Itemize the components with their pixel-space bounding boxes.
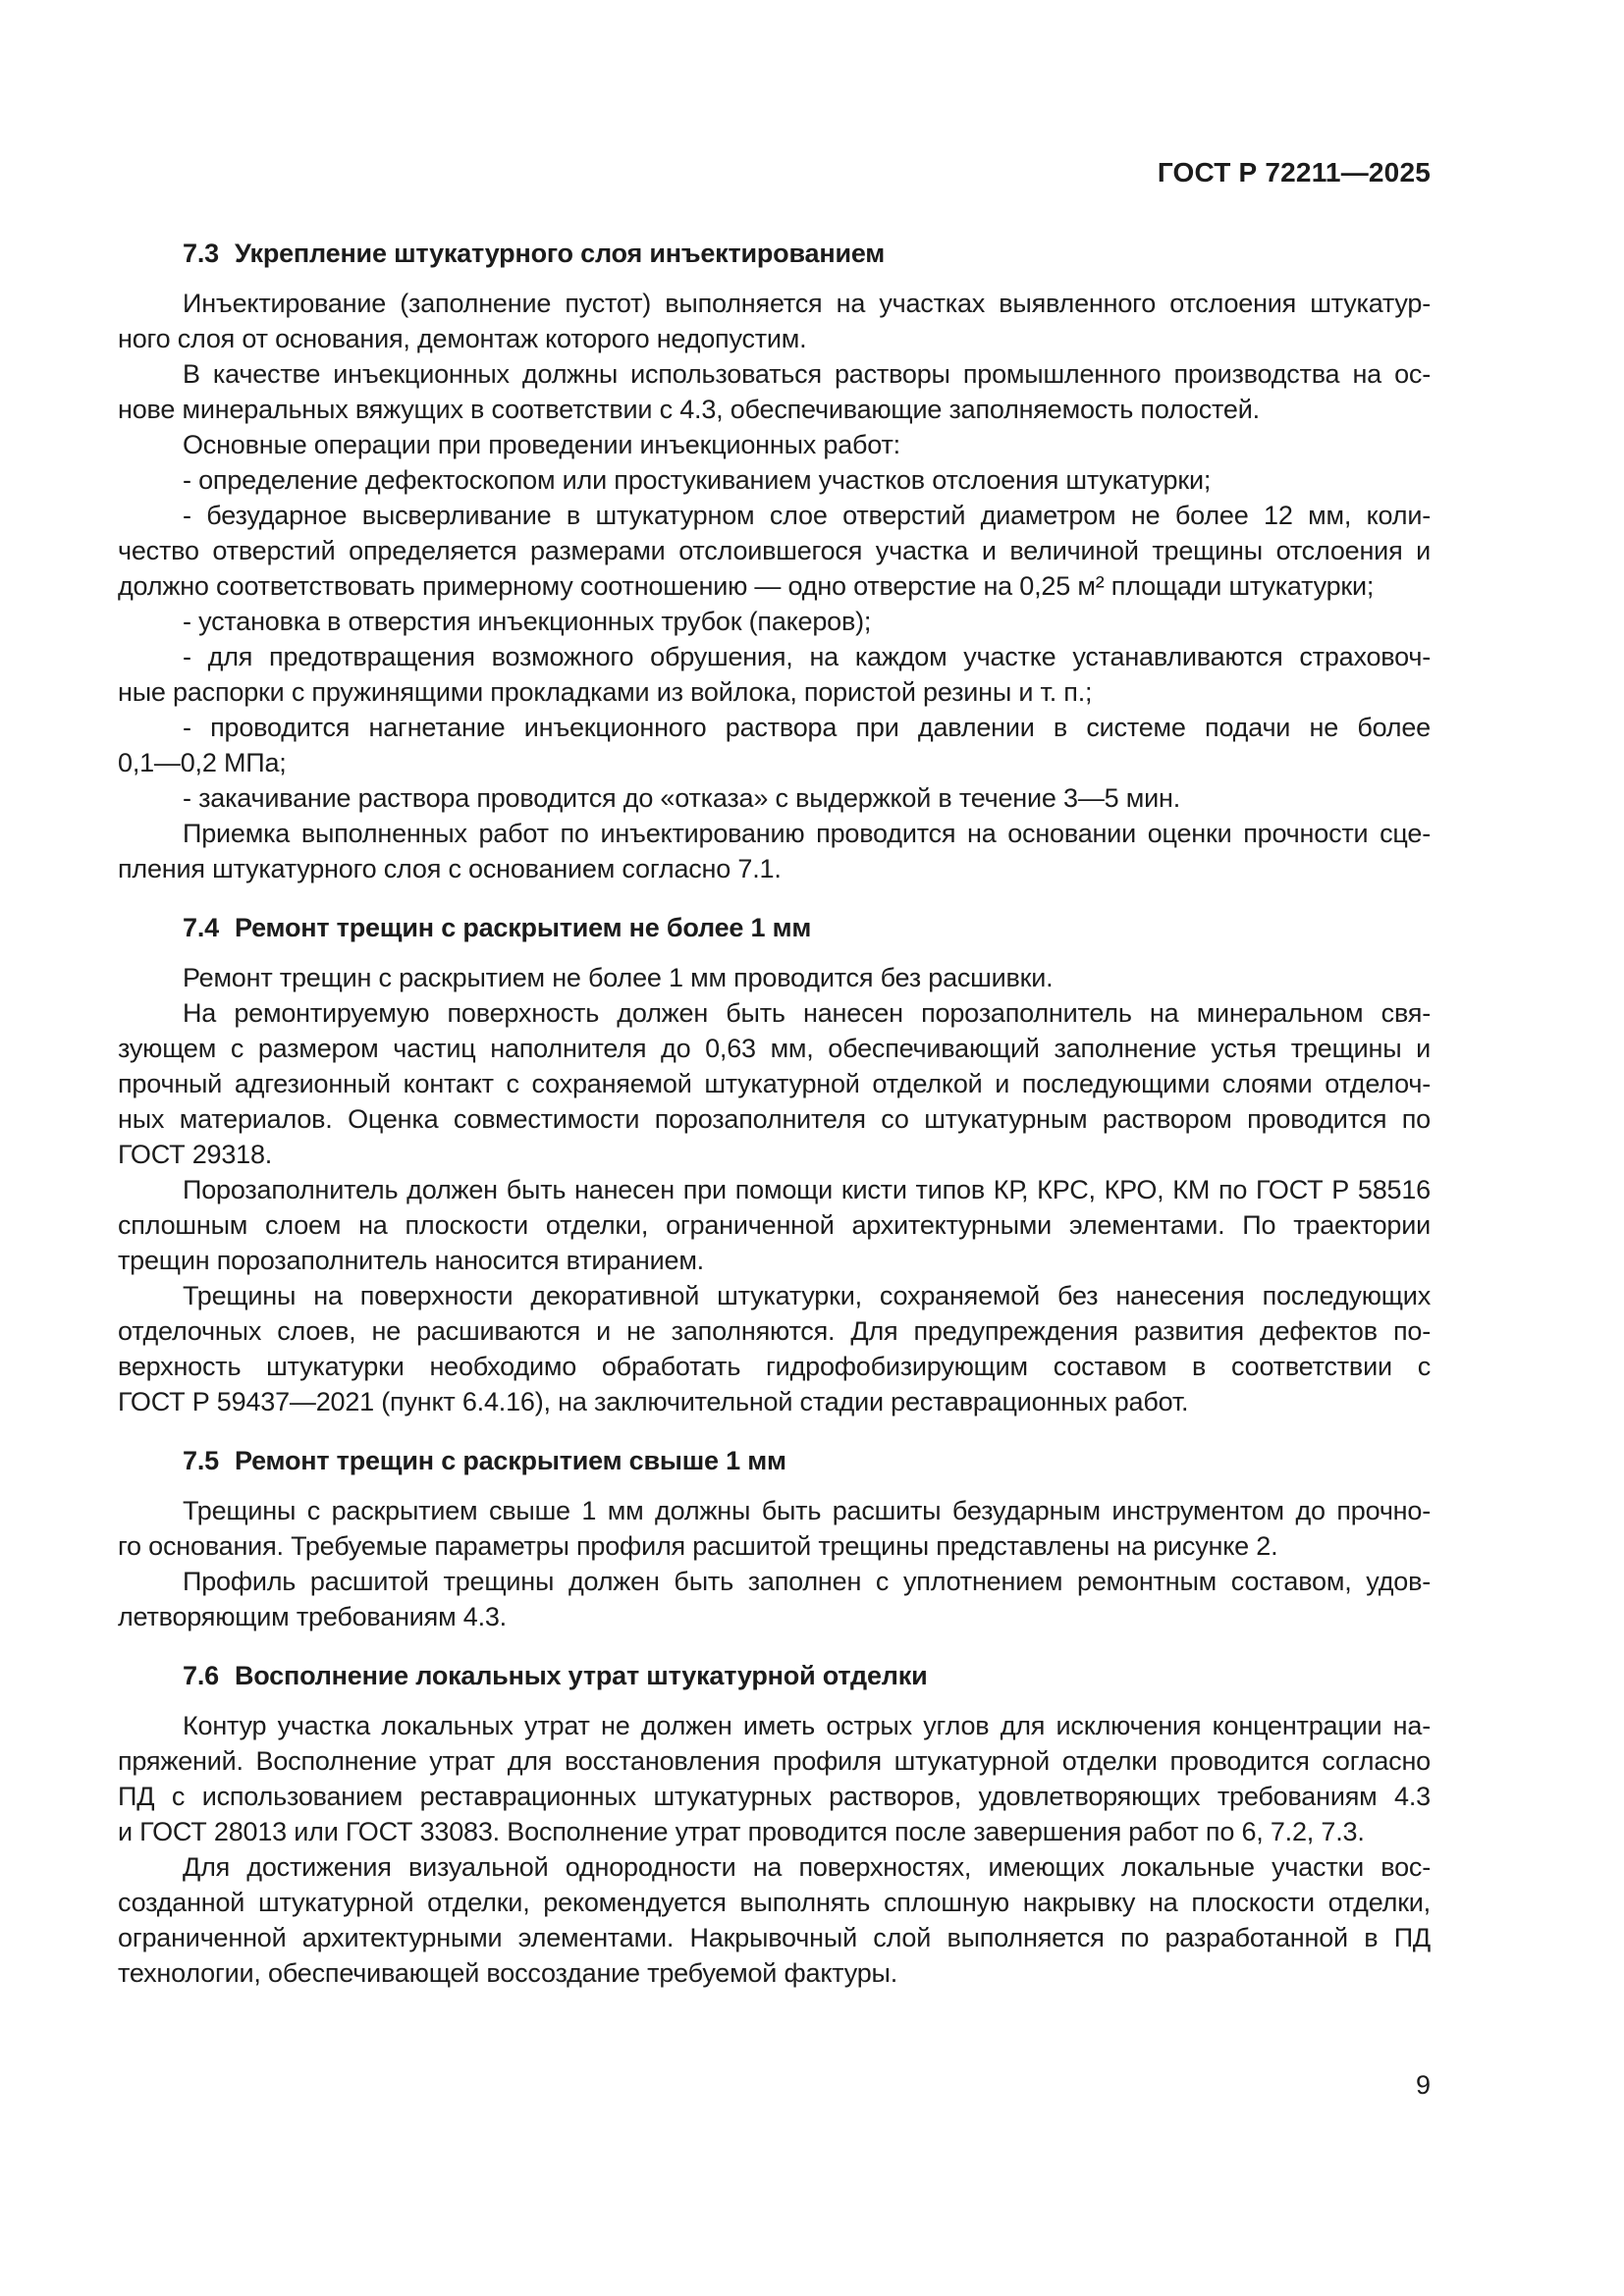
section-title: Восполнение локальных утрат штукатурной отделки bbox=[234, 1661, 928, 1690]
text-line: 0,1—0,2 МПа; bbox=[118, 748, 287, 777]
running-header: ГОСТ Р 72211—2025 bbox=[1157, 157, 1431, 187]
text-line: Трещины на поверхности декоративной штукатурки, сохраняемой без нанесения последующих bbox=[183, 1281, 1431, 1310]
section-number: 7.6 bbox=[183, 1661, 219, 1690]
section-number: 7.5 bbox=[183, 1446, 219, 1475]
text-line: Ремонт трещин с раскрытием не более 1 мм проводится без расшивки. bbox=[183, 963, 1054, 992]
text-line: Порозаполнитель должен быть нанесен при помощи кисти типов КР, КРС, КРО, КМ по ГОСТ Р 58516 bbox=[183, 1175, 1431, 1204]
text-line: ных материалов. Оценка совместимости порозаполнителя со штукатурным раствором проводится по bbox=[118, 1104, 1431, 1134]
text-line: ного слоя от основания, демонтаж которого недопустим. bbox=[118, 324, 807, 353]
paragraph bbox=[118, 462, 1431, 498]
section-number: 7.3 bbox=[183, 239, 219, 268]
section-title: Укрепление штукатурного слоя инъектированием bbox=[234, 239, 886, 268]
text-line: - проводится нагнетание инъекционного раствора при давлении в системе подачи не более bbox=[183, 713, 1431, 742]
paragraph bbox=[118, 710, 1431, 780]
section-heading bbox=[118, 910, 1431, 945]
text-line: - определение дефектоскопом или простукиванием участков отслоения штукатурки; bbox=[183, 465, 1212, 495]
text-line: летворяющим требованиям 4.3. bbox=[118, 1602, 507, 1631]
paragraph bbox=[118, 780, 1431, 816]
text-line: отделочных слоев, не расшиваются и не заполняются. Для предупреждения развития дефектов по- bbox=[118, 1316, 1431, 1346]
text-line: Приемка выполненных работ по инъектированию проводится на основании оценки прочности сце- bbox=[183, 819, 1431, 848]
text-line: и ГОСТ 28013 или ГОСТ 33083. Восполнение утрат проводится после завершения работ по 6, 7.2, 7.3. bbox=[118, 1817, 1365, 1846]
paragraph bbox=[118, 1849, 1431, 1991]
document-body bbox=[118, 212, 1431, 1991]
text-line: Трещины с раскрытием свыше 1 мм должны быть расшиты безударным инструментом до прочно- bbox=[183, 1496, 1431, 1525]
text-line: - установка в отверстия инъекционных трубок (пакеров); bbox=[183, 607, 872, 636]
paragraph bbox=[118, 1708, 1431, 1849]
text-line: прочный адгезионный контакт с сохраняемой штукатурной отделкой и последующими слоями отделоч- bbox=[118, 1069, 1431, 1098]
text-line: ГОСТ 29318. bbox=[118, 1140, 273, 1169]
text-line: технологии, обеспечивающей воссоздание требуемой фактуры. bbox=[118, 1958, 898, 1988]
text-line: ПД с использованием реставрационных штукатурных растворов, удовлетворяющих требованиям 4.3 bbox=[118, 1782, 1431, 1811]
section-title: Ремонт трещин с раскрытием не более 1 мм bbox=[234, 913, 812, 942]
paragraph bbox=[118, 960, 1431, 995]
text-line: На ремонтируемую поверхность должен быть нанесен порозаполнитель на минеральном свя- bbox=[183, 998, 1431, 1028]
section-number: 7.4 bbox=[183, 913, 219, 942]
text-line: Основные операции при проведении инъекционных работ: bbox=[183, 430, 900, 459]
text-line: Для достижения визуальной однородности на поверхностях, имеющих локальные участки вос- bbox=[183, 1852, 1431, 1882]
text-line: Контур участка локальных утрат не должен иметь острых углов для исключения концентрации на- bbox=[183, 1711, 1431, 1740]
text-line: сплошным слоем на плоскости отделки, ограниченной архитектурными элементами. По траектории bbox=[118, 1210, 1431, 1240]
paragraph bbox=[118, 1493, 1431, 1564]
text-line: го основания. Требуемые параметры профиля расшитой трещины представлены на рисунке 2. bbox=[118, 1531, 1278, 1561]
section-heading bbox=[118, 236, 1431, 271]
paragraph bbox=[118, 1564, 1431, 1634]
paragraph bbox=[118, 1172, 1431, 1278]
text-line: - безударное высверливание в штукатурном слое отверстий диаметром не более 12 мм, коли- bbox=[183, 501, 1431, 530]
text-line: должно соответствовать примерному соотношению — одно отверстие на 0,25 м² площади штукатурки; bbox=[118, 571, 1375, 601]
paragraph bbox=[118, 1278, 1431, 1419]
text-line: трещин порозаполнитель наносится втиранием. bbox=[118, 1246, 704, 1275]
text-line: - закачивание раствора проводится до «отказа» с выдержкой в течение 3—5 мин. bbox=[183, 783, 1180, 813]
paragraph bbox=[118, 816, 1431, 886]
text-line: нове минеральных вяжущих в соответствии с 4.3, обеспечивающие заполняемость полостей. bbox=[118, 395, 1260, 424]
text-line: пряжений. Восполнение утрат для восстановления профиля штукатурной отделки проводится согласно bbox=[118, 1746, 1431, 1776]
text-line: - для предотвращения возможного обрушения, на каждом участке устанавливаются страховоч- bbox=[183, 642, 1431, 671]
section-heading bbox=[118, 1443, 1431, 1478]
text-line: зующем с размером частиц наполнителя до 0,63 мм, обеспечивающий заполнение устья трещины и bbox=[118, 1034, 1431, 1063]
text-line: созданной штукатурной отделки, рекомендуется выполнять сплошную накрывку на плоскости отделки, bbox=[118, 1888, 1431, 1917]
paragraph bbox=[118, 995, 1431, 1172]
text-line: чество отверстий определяется размерами отслоившегося участка и величиной трещины отслоения и bbox=[118, 536, 1431, 565]
section-heading bbox=[118, 1658, 1431, 1693]
paragraph bbox=[118, 286, 1431, 356]
text-line: ограниченной архитектурными элементами. Накрывочный слой выполняется по разработанной в ПД bbox=[118, 1923, 1431, 1952]
page-number: 9 bbox=[1415, 2070, 1431, 2100]
text-line: Инъектирование (заполнение пустот) выполняется на участках выявленного отслоения штукатур- bbox=[183, 289, 1431, 318]
text-line: Профиль расшитой трещины должен быть заполнен с уплотнением ремонтным составом, удов- bbox=[183, 1567, 1431, 1596]
text-line: В качестве инъекционных должны использоваться растворы промышленного производства на ос- bbox=[183, 359, 1431, 389]
paragraph bbox=[118, 498, 1431, 604]
paragraph bbox=[118, 604, 1431, 639]
text-line: ГОСТ Р 59437—2021 (пункт 6.4.16), на заключительной стадии реставрационных работ. bbox=[118, 1387, 1189, 1416]
text-line: верхность штукатурки необходимо обработать гидрофобизирующим составом в соответствии с bbox=[118, 1352, 1431, 1381]
paragraph bbox=[118, 427, 1431, 462]
paragraph bbox=[118, 356, 1431, 427]
text-line: пления штукатурного слоя с основанием согласно 7.1. bbox=[118, 854, 782, 883]
text-line: ные распорки с пружинящими прокладками из войлока, пористой резины и т. п.; bbox=[118, 677, 1093, 707]
section-title: Ремонт трещин с раскрытием свыше 1 мм bbox=[234, 1446, 786, 1475]
paragraph bbox=[118, 639, 1431, 710]
